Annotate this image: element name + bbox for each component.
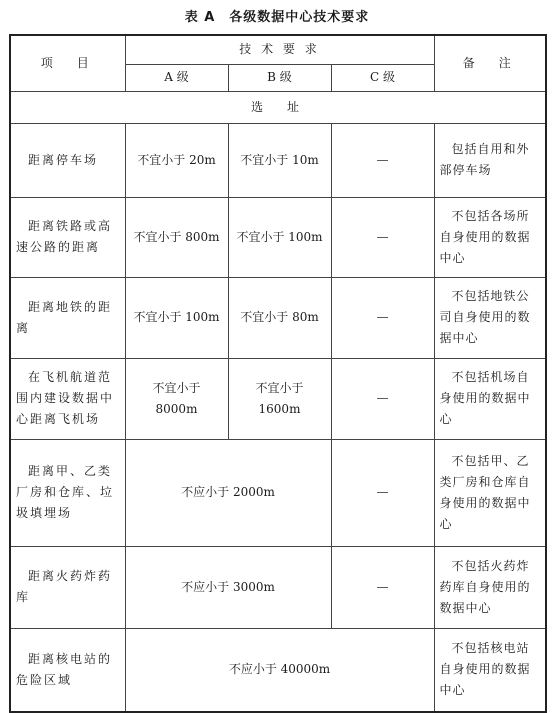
row-item: 距离核电站的危险区域	[10, 628, 125, 712]
row-level-a: 不宜小于 8000m	[125, 358, 228, 439]
table-title: 表 A 各级数据中心技术要求	[184, 10, 370, 25]
row-level-a: 不宜小于 100m	[125, 277, 228, 358]
row-item: 距离停车场	[10, 123, 125, 197]
row-note: 不包括各场所自身使用的数据中心	[434, 197, 546, 277]
table-row	[10, 197, 546, 277]
table-row	[10, 546, 546, 628]
table-row	[10, 439, 546, 546]
row-level-b: 不宜小于 1600m	[228, 358, 331, 439]
row-item: 距离火药炸药库	[10, 546, 125, 628]
table-row	[10, 358, 546, 439]
header-item: 项 目	[10, 35, 125, 91]
row-note: 包括自用和外部停车场	[434, 123, 546, 197]
requirements-table	[9, 34, 547, 713]
row-level-b: 不宜小于 10m	[228, 123, 331, 197]
row-note: 不包括火药炸药库自身使用的数据中心	[434, 546, 546, 628]
row-level-c: —	[331, 123, 434, 197]
row-note: 不包括机场自身使用的数据中心	[434, 358, 546, 439]
header-remarks: 备 注	[434, 35, 546, 91]
row-level-ab: 不应小于 2000m	[125, 439, 331, 546]
header-tech-requirements: 技 术 要 求	[125, 35, 434, 64]
row-level-c: —	[331, 546, 434, 628]
header-level-a: A 级	[125, 64, 228, 91]
row-level-c: —	[331, 439, 434, 546]
row-item: 距离铁路或高速公路的距离	[10, 197, 125, 277]
row-level-c: —	[331, 358, 434, 439]
header-level-c: C 级	[331, 64, 434, 91]
table-row	[10, 628, 546, 712]
row-level-abc: 不应小于 40000m	[125, 628, 434, 712]
table-row	[10, 123, 546, 197]
row-item: 距离地铁的距离	[10, 277, 125, 358]
row-level-c: —	[331, 197, 434, 277]
row-note: 不包括地铁公司自身使用的数据中心	[434, 277, 546, 358]
row-level-b: 不宜小于 100m	[228, 197, 331, 277]
row-item: 距离甲、乙类厂房和仓库、垃圾填埋场	[10, 439, 125, 546]
row-level-c: —	[331, 277, 434, 358]
section-title: 选 址	[10, 91, 546, 123]
row-note: 不包括核电站自身使用的数据中心	[434, 628, 546, 712]
row-note: 不包括甲、乙类厂房和仓库自身使用的数据中心	[434, 439, 546, 546]
row-level-a: 不宜小于 20m	[125, 123, 228, 197]
section-row	[10, 91, 546, 123]
row-level-ab: 不应小于 3000m	[125, 546, 331, 628]
header-row	[10, 35, 546, 64]
row-item: 在飞机航道范围内建设数据中心距离飞机场	[10, 358, 125, 439]
row-level-a: 不宜小于 800m	[125, 197, 228, 277]
row-level-b: 不宜小于 80m	[228, 277, 331, 358]
table-row	[10, 277, 546, 358]
header-level-b: B 级	[228, 64, 331, 91]
